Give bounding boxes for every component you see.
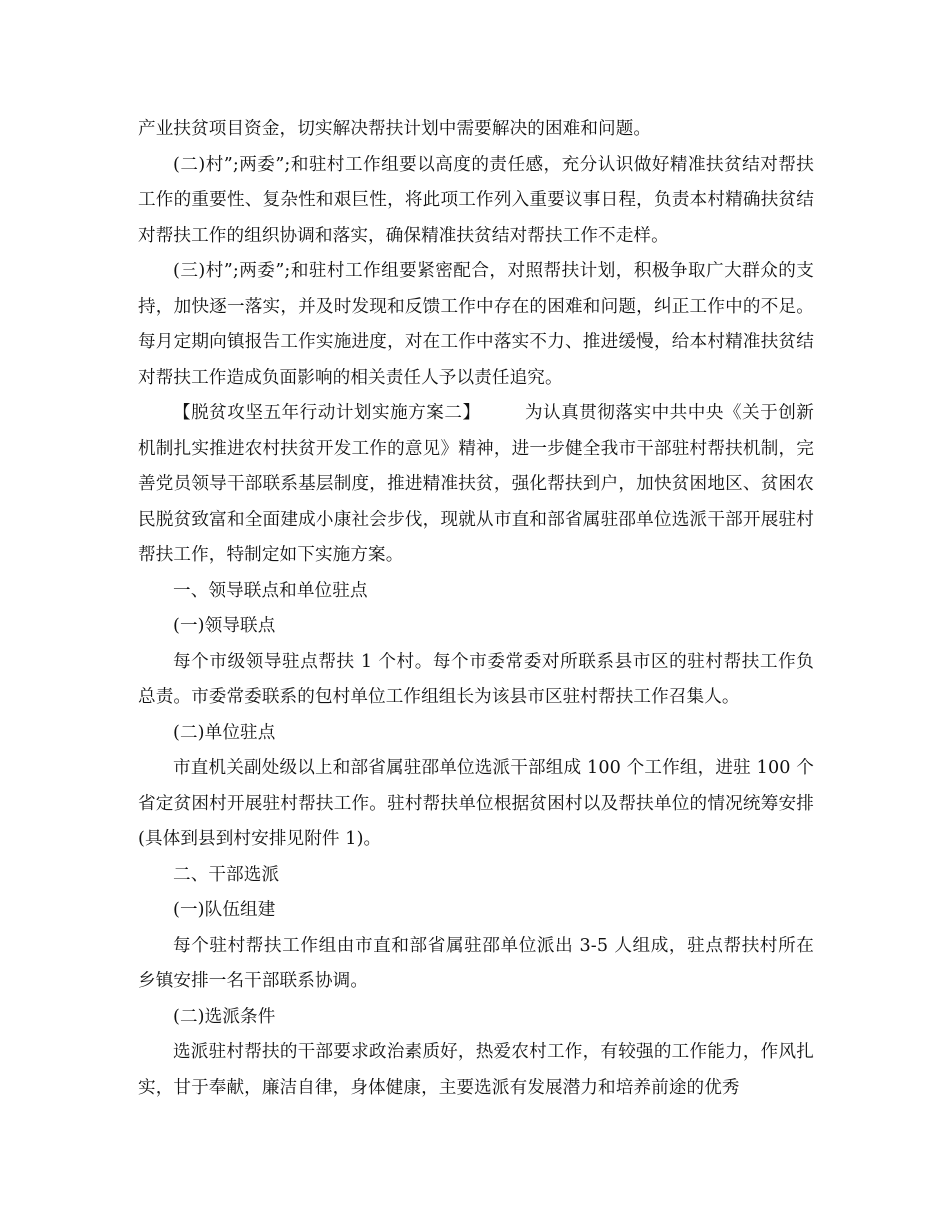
paragraph-14: 选派驻村帮扶的干部要求政治素质好，热爱农村工作，有较强的工作能力，作风扎实，甘于奉献，廉洁自律，身体健康，主要选派有发展潜力和培养前途的优秀 <box>138 1042 814 1098</box>
paragraph-8: (二)单位驻点 <box>173 722 276 743</box>
document-body <box>138 112 814 1106</box>
paragraph-9: 市直机关副处级以上和部省属驻邵单位选派干部组成 100 个工作组，进驻 100 个省定贫困村开展驻村帮扶工作。驻村帮扶单位根据贫困村以及帮扶单位的情况统筹安排(具体到县到村安排见附件 1)。 <box>138 758 814 849</box>
paragraph-11: (一)队伍组建 <box>173 900 276 920</box>
paragraph-6: (一)领导联点 <box>173 616 276 636</box>
paragraph-7: 每个市级领导驻点帮扶 1 个村。每个市委常委对所联系县市区的驻村帮扶工作负总责。市委常委联系的包村单位工作组组长为该县市区驻村帮扶工作召集人。 <box>138 651 814 707</box>
paragraph-13: (二)选派条件 <box>173 1006 276 1027</box>
paragraph-2: (二)村”;两委”;和驻村工作组要以高度的责任感，充分认识做好精准扶贫结对帮扶工作的重要性、复杂性和艰巨性，将此项工作列入重要议事日程，负责本村精确扶贫结对帮扶工作的组织协调和落实，确保精准扶贫结对帮扶工作不走样。 <box>138 154 814 246</box>
paragraph-4-text: 为认真贯彻落实中共中央《关于创新机制扎实推进农村扶贫开发工作的意见》精神，进一步健全我市干部驻村帮扶机制，完善党员领导干部联系基层制度，推进精准扶贫，强化帮扶到户，加快贫困地区、贫困农民脱贫致富和全面建成小康社会步伐，现就从市直和部省属驻邵单位选派干部开展驻村帮扶工作，特制定如下实施方案。 <box>138 403 814 565</box>
paragraph-12: 每个驻村帮扶工作组由市直和部省属驻邵单位派出 3-5 人组成，驻点帮扶村所在乡镇安排一名干部联系协调。 <box>138 935 814 991</box>
paragraph-10: 二、干部选派 <box>173 864 280 885</box>
paragraph-5: 一、领导联点和单位驻点 <box>173 580 368 601</box>
paragraph-3: (三)村”;两委”;和驻村工作组要紧密配合，对照帮扶计划，积极争取广大群众的支持，加快逐一落实，并及时发现和反馈工作中存在的困难和问题，纠正工作中的不足。每月定期向镇报告工作实施进度，对在工作中落实不力、推进缓慢，给本村精准扶贫结对帮扶工作造成负面影响的相关责任人予以责任追究。 <box>138 261 814 388</box>
paragraph-1: 产业扶贫项目资金，切实解决帮扶计划中需要解决的困难和问题。 <box>138 119 652 139</box>
section-heading: 【脱贫攻坚五年行动计划实施方案二】 <box>173 403 481 423</box>
paragraph-4 <box>138 396 814 574</box>
